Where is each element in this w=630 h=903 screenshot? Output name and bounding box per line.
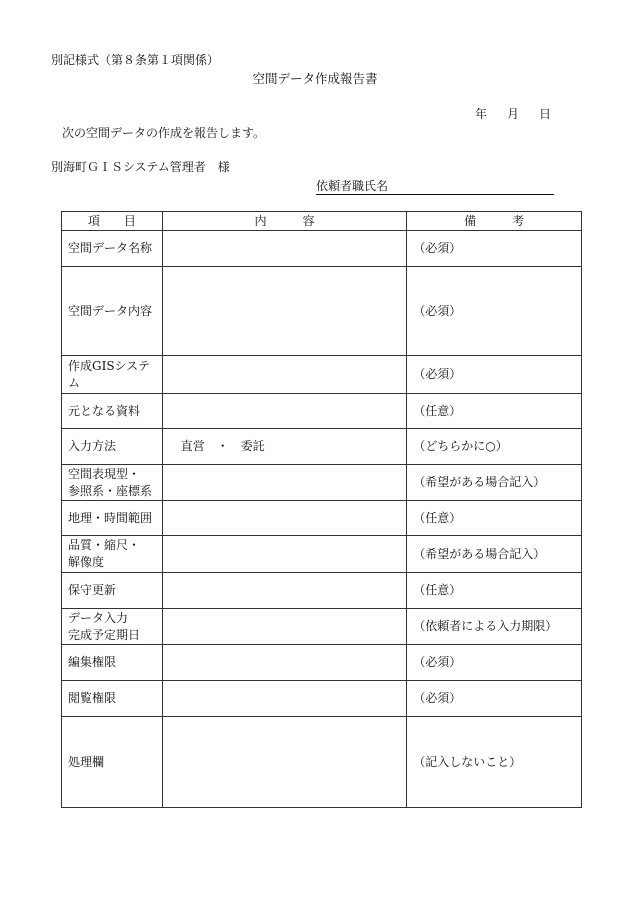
row-item: [62, 609, 163, 645]
row-item: [62, 536, 163, 573]
row-content-field[interactable]: [162, 231, 406, 267]
day-label: 日: [539, 107, 552, 121]
row-item-line: 完成予定期日: [68, 627, 141, 642]
row-item-line: 参照系・座標系: [68, 483, 153, 498]
document-title: 空間データ作成報告書: [252, 71, 378, 86]
row-item: 閲覧権限: [62, 681, 163, 717]
table-row: [62, 429, 582, 465]
row-content-field[interactable]: [162, 573, 406, 609]
row-note: （希望がある場合記入）: [407, 465, 582, 501]
row-content-field[interactable]: [162, 645, 406, 681]
table-row: [62, 394, 582, 429]
table-row: [62, 267, 582, 356]
table-header-row: [62, 212, 582, 231]
row-note: （記入しないこと）: [407, 717, 582, 808]
input-method-options[interactable]: 直営 ・ 委託: [162, 429, 406, 465]
row-content-field[interactable]: [162, 501, 406, 536]
row-content-field[interactable]: [162, 536, 406, 573]
intro-text: 次の空間データの作成を報告します。: [62, 126, 266, 140]
row-item: 作成GISシステム: [62, 356, 163, 394]
row-content-field[interactable]: [162, 356, 406, 394]
requester-name-field[interactable]: 依頼者職氏名: [316, 179, 554, 195]
month-label: 月: [507, 107, 520, 121]
row-note: （必須）: [407, 267, 582, 356]
form-reference: 別記様式（第８条第１項関係）: [51, 53, 220, 67]
header-note: 備 考: [407, 212, 582, 231]
row-item: 地理・時間範囲: [62, 501, 163, 536]
row-item: 保守更新: [62, 573, 163, 609]
row-note: （任意）: [407, 501, 582, 536]
table-row: [62, 356, 582, 394]
addressee: 別海町ＧＩＳシステム管理者 様: [51, 160, 230, 174]
row-note: （依頼者による入力期限）: [407, 609, 582, 645]
table-row: [62, 573, 582, 609]
row-note: （必須）: [407, 356, 582, 394]
row-note: （任意）: [407, 394, 582, 429]
table-row: [62, 645, 582, 681]
row-item: 編集権限: [62, 645, 163, 681]
row-note: （必須）: [407, 645, 582, 681]
row-item-line: 解像度: [68, 555, 105, 569]
row-content-field[interactable]: [162, 465, 406, 501]
row-item: 空間データ名称: [62, 231, 163, 267]
row-note: （希望がある場合記入）: [407, 536, 582, 573]
table-row: [62, 717, 582, 808]
row-content-field[interactable]: [162, 681, 406, 717]
row-note: （必須）: [407, 681, 582, 717]
table-row: [62, 465, 582, 501]
row-content-field[interactable]: [162, 394, 406, 429]
row-note: （どちらかに○）: [407, 429, 582, 465]
row-content-field[interactable]: [162, 609, 406, 645]
row-item-line: 空間表現型・: [68, 466, 141, 481]
header-content: 内 容: [162, 212, 406, 231]
table-row: [62, 681, 582, 717]
report-table: [61, 211, 582, 808]
row-content-field[interactable]: [162, 267, 406, 356]
year-label: 年: [475, 107, 488, 121]
table-row: [62, 536, 582, 573]
row-note: （任意）: [407, 573, 582, 609]
row-item: [62, 465, 163, 501]
header-item: 項 目: [62, 212, 163, 231]
table-row: [62, 609, 582, 645]
row-item: 処理欄: [62, 717, 163, 808]
row-item: 元となる資料: [62, 394, 163, 429]
row-content-field: [162, 717, 406, 808]
date-line: [463, 107, 551, 121]
table-row: [62, 231, 582, 267]
row-item-line: データ入力: [68, 610, 129, 625]
table-row: [62, 501, 582, 536]
row-item-line: 品質・縮尺・: [68, 538, 141, 552]
row-item: 空間データ内容: [62, 267, 163, 356]
row-note: （必須）: [407, 231, 582, 267]
row-item: 入力方法: [62, 429, 163, 465]
